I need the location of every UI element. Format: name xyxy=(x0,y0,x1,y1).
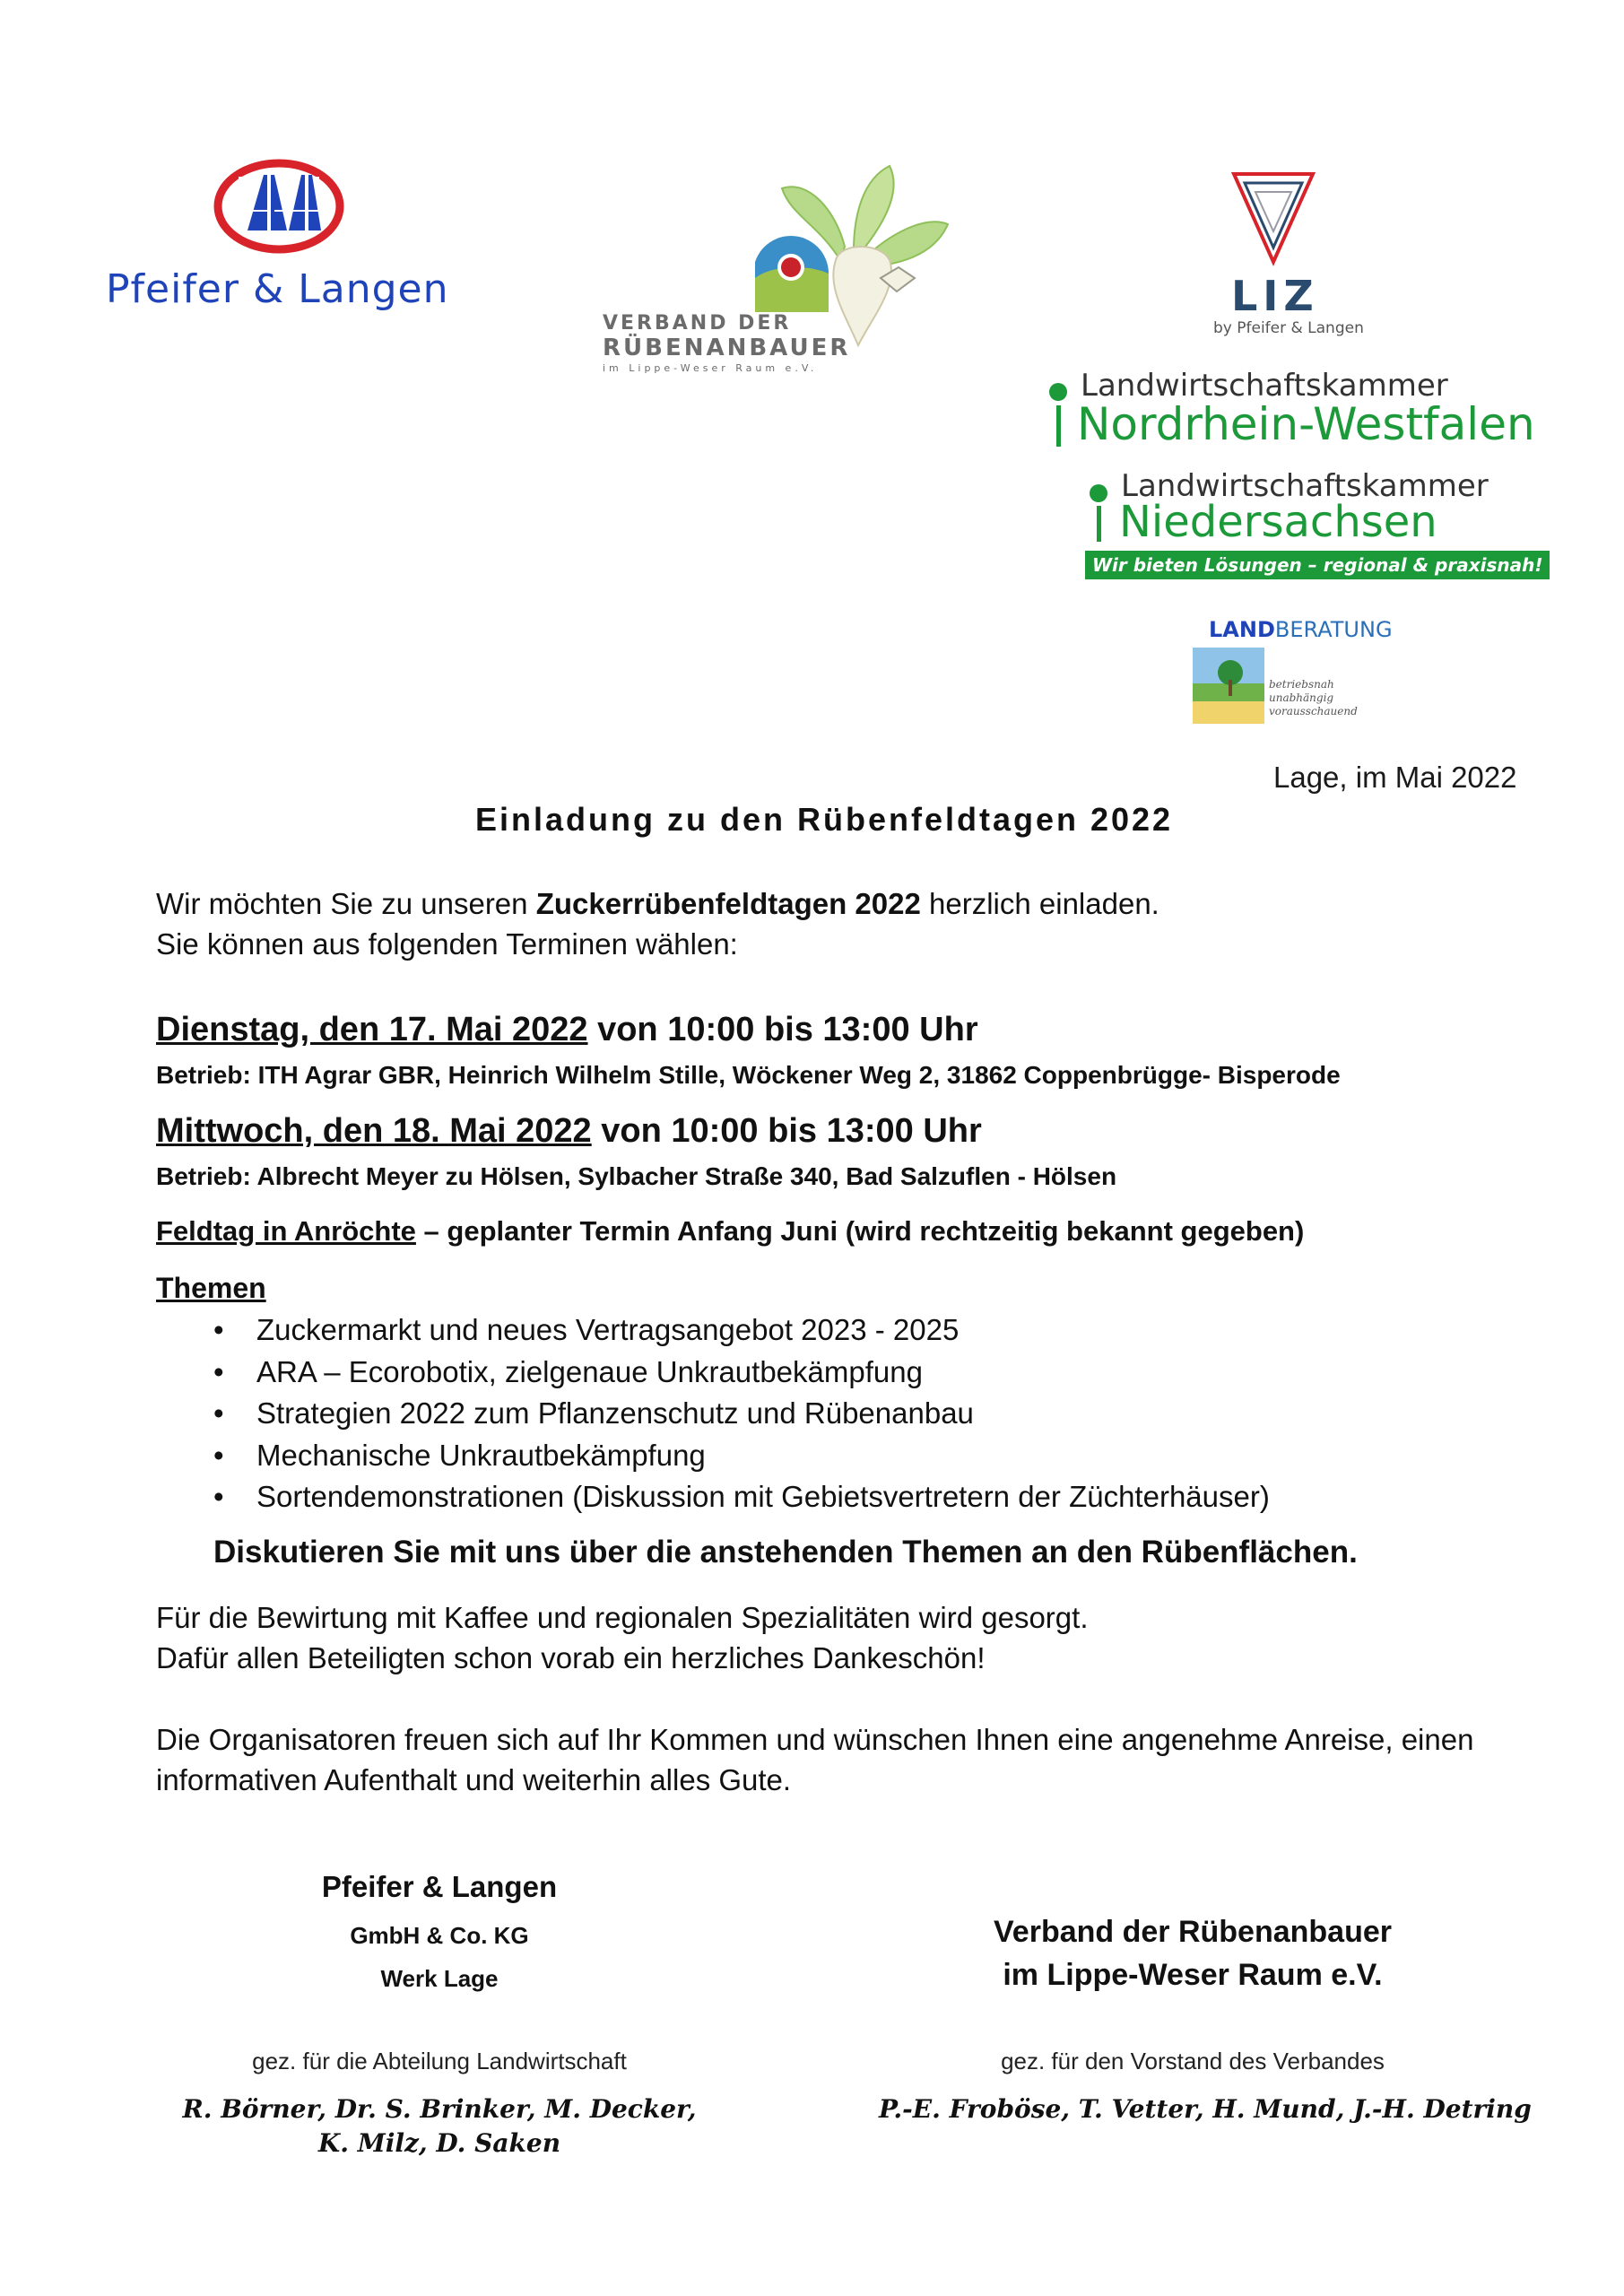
landberatung-part1: LAND xyxy=(1209,617,1275,642)
bullet-icon: • xyxy=(213,1313,224,1346)
lwk-nrw-line1: Landwirtschaftskammer xyxy=(1081,368,1448,404)
event-2-time: von 10:00 bis 13:00 Uhr xyxy=(591,1112,982,1150)
event-1-time: von 10:00 bis 13:00 Uhr xyxy=(587,1011,978,1048)
topic-text: ARA – Ecorobotix, zielgenaue Unkrautbekämpfung xyxy=(256,1354,923,1388)
landberatung-part2: BERATUNG xyxy=(1274,617,1393,642)
themen-heading: Themen xyxy=(156,1272,266,1304)
liz-wordmark: LIZ xyxy=(1231,272,1319,320)
topic-text: Mechanische Unkrautbekämpfung xyxy=(256,1438,706,1472)
catering-line-2: Dafür allen Beteiligten schon vorab ein herzliches Dankeschön! xyxy=(156,1641,986,1674)
bullet-icon: • xyxy=(213,1480,224,1513)
event-1-farm: Betrieb: ITH Agrar GBR, Heinrich Wilhelm Stille, Wöckener Weg 2, 31862 Coppenbrügge- Bisperode xyxy=(156,1061,1341,1089)
signature-right-org2: im Lippe-Weser Raum e.V. xyxy=(1003,1958,1383,1992)
lwk-dot-icon xyxy=(1045,378,1072,448)
verband-logo xyxy=(603,161,961,377)
landberatung-tagline-3: vorausschauend xyxy=(1269,705,1358,718)
landberatung-tagline-1: betriebsnah xyxy=(1269,678,1334,691)
event-1-date: Dienstag, den 17. Mai 2022 xyxy=(156,1011,588,1048)
event-2-date: Mittwoch, den 18. Mai 2022 xyxy=(156,1112,592,1150)
list-item xyxy=(156,1476,1270,1518)
intro-line-1-bold: Zuckerrübenfeldtagen 2022 xyxy=(535,887,921,920)
closing-line-1: Die Organisatoren freuen sich auf Ihr Kommen und wünschen Ihnen eine angenehme Anreise, einen xyxy=(156,1723,1474,1756)
landberatung-tagline-2: unabhängig xyxy=(1269,691,1334,704)
lwk-nds-dot-icon xyxy=(1085,481,1112,544)
intro-line-2: Sie können aus folgenden Terminen wählen: xyxy=(156,927,738,961)
feldtag-rest: – geplanter Termin Anfang Juni (wird rechtzeitig bekannt gegeben) xyxy=(415,1215,1305,1247)
lwk-nrw-logo xyxy=(1045,368,1535,457)
signature-left-org2: GmbH & Co. KG xyxy=(350,1922,529,1949)
landberatung-tagline xyxy=(1269,678,1358,718)
intro-line-1-pre: Wir möchten Sie zu unseren xyxy=(156,887,536,920)
closing-line-2: informativen Aufenthalt und weiterhin alles Gute. xyxy=(156,1763,792,1796)
intro-line-1-post: herzlich einladen. xyxy=(920,887,1159,920)
page-title: Einladung zu den Rübenfeldtagen 2022 xyxy=(475,801,1174,838)
landberatung-logo xyxy=(1193,610,1417,726)
pfeifer-langen-wordmark: Pfeifer & Langen xyxy=(106,266,449,312)
verband-logo-line3: im Lippe-Weser Raum e.V. xyxy=(603,362,818,374)
verband-logo-line1: VERBAND DER xyxy=(603,312,792,335)
feldtag-line xyxy=(156,1215,1304,1248)
lwk-nds-line2: Niedersachsen xyxy=(1119,497,1437,547)
bullet-icon: • xyxy=(213,1438,224,1472)
list-item xyxy=(156,1393,1270,1435)
topic-text: Strategien 2022 zum Pflanzenschutz und Rübenanbau xyxy=(256,1396,974,1430)
topic-text: Sortendemonstrationen (Diskussion mit Gebietsvertretern der Züchterhäuser) xyxy=(256,1480,1270,1513)
feldtag-label: Feldtag in Anröchte xyxy=(156,1215,416,1247)
signature-left-names-1: R. Börner, Dr. S. Brinker, M. Decker, xyxy=(182,2094,697,2124)
lwk-nds-line1: Landwirtschaftskammer xyxy=(1121,468,1489,504)
landberatung-title xyxy=(1209,617,1393,642)
verband-logo-line2: RÜBENANBAUER xyxy=(603,335,851,361)
event-2-farm: Betrieb: Albrecht Meyer zu Hölsen, Sylbacher Straße 340, Bad Salzuflen - Hölsen xyxy=(156,1162,1117,1190)
topic-list xyxy=(156,1309,1270,1518)
lwk-nds-slogan: Wir bieten Lösungen – regional & praxisnah! xyxy=(1085,551,1550,579)
liz-logo xyxy=(1193,169,1372,348)
intro-line-1 xyxy=(156,883,1159,924)
twin-tower-emblem-icon xyxy=(212,157,346,256)
topic-text: Zuckermarkt und neues Vertragsangebot 2023 - 2025 xyxy=(256,1313,960,1346)
list-item xyxy=(156,1435,1270,1477)
event-2-heading xyxy=(156,1112,982,1151)
event-1-heading xyxy=(156,1011,978,1049)
triangle-emblem-icon xyxy=(1229,169,1318,267)
signature-right-on-behalf: gez. für den Vorstand des Verbandes xyxy=(1001,2048,1385,2074)
signature-right-org1: Verband der Rübenanbauer xyxy=(994,1915,1392,1949)
pfeifer-langen-logo xyxy=(106,157,456,327)
bullet-icon: • xyxy=(213,1396,224,1430)
signature-left-org3: Werk Lage xyxy=(380,1965,499,1992)
signature-left-on-behalf: gez. für die Abteilung Landwirtschaft xyxy=(252,2048,627,2074)
lwk-nrw-line2: Nordrhein-Westfalen xyxy=(1077,398,1535,450)
signature-right xyxy=(879,1915,1532,2166)
catering-line-1: Für die Bewirtung mit Kaffee und regionalen Spezialitäten wird gesorgt. xyxy=(156,1601,1089,1634)
liz-subtitle: by Pfeifer & Langen xyxy=(1213,319,1364,337)
signature-left xyxy=(170,1870,708,2166)
bullet-icon: • xyxy=(213,1354,224,1388)
date-line: Lage, im Mai 2022 xyxy=(1273,761,1517,794)
lwk-nds-logo xyxy=(1085,468,1543,580)
list-item xyxy=(156,1309,1270,1352)
signature-right-names: P.-E. Froböse, T. Vetter, H. Mund, J.-H. Detring xyxy=(879,2094,1532,2124)
discuss-callout: Diskutieren Sie mit uns über die anstehenden Themen an den Rübenflächen. xyxy=(213,1535,1358,1570)
signature-left-org1: Pfeifer & Langen xyxy=(321,1870,558,1903)
signature-left-names-2: K. Milz, D. Saken xyxy=(317,2128,561,2158)
list-item xyxy=(156,1352,1270,1394)
tree-landscape-icon xyxy=(1193,648,1264,724)
